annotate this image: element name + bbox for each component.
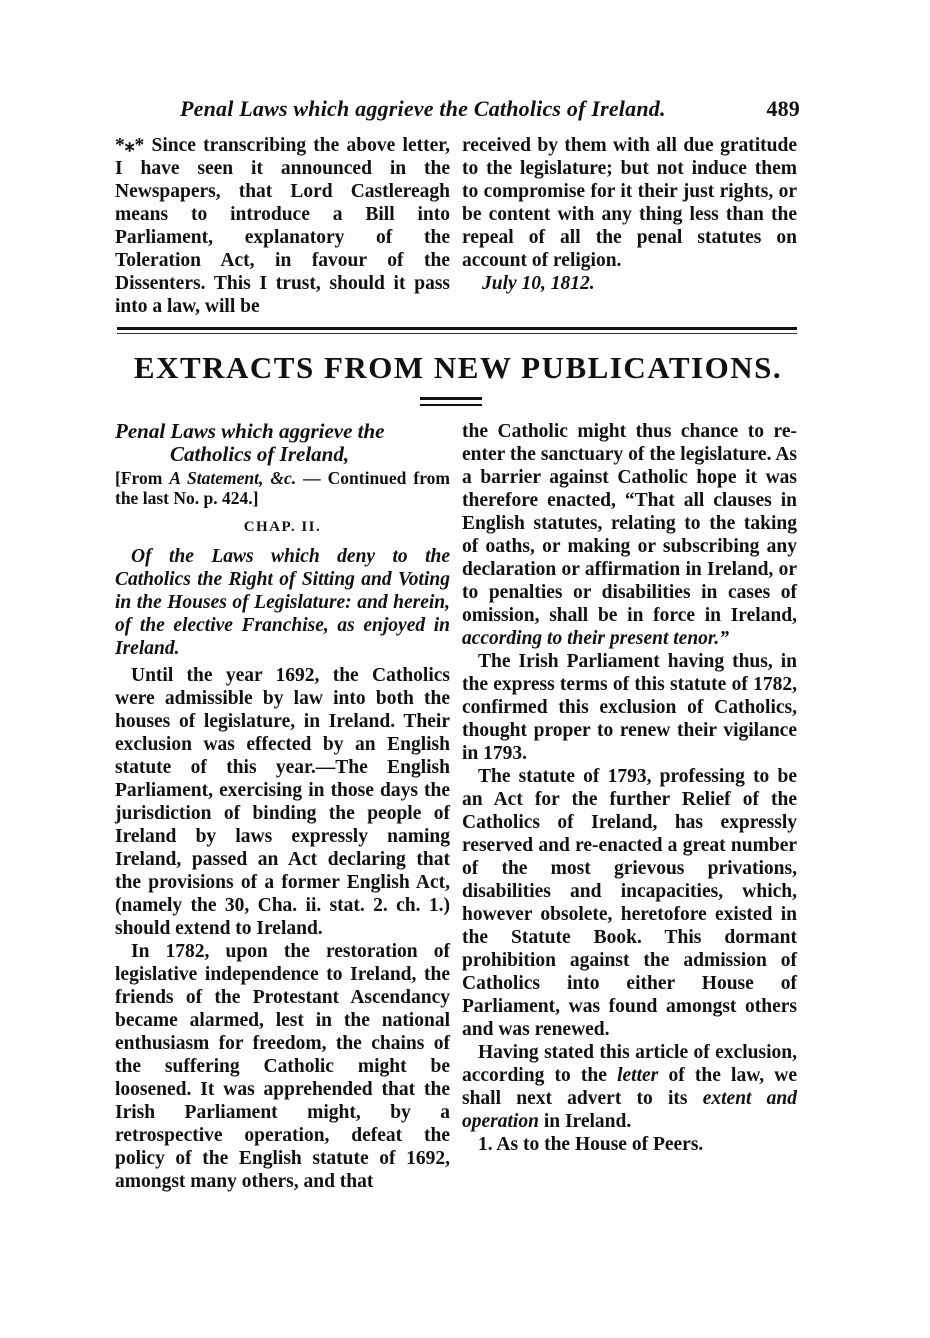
source-prefix: [From [115,468,163,488]
article-left-column [115,420,450,1193]
subsection-heading: 1. As to the House of Peers. [478,1134,704,1155]
top-right-column [462,134,797,295]
paragraph [462,1041,797,1133]
paragraph-italic: letter [617,1065,659,1086]
source-suffix: — Continued from the last No. p. 424.] [115,468,451,508]
page-number: 489 [766,96,800,121]
running-title: Penal Laws which aggrieve the Catholics of Ireland. [180,96,666,121]
paragraph-text: the Catholic might thus chance to re-enter the sanctuary of the legislature. As a barrier against Catholic hope it was therefore enacted, “That all clauses in English statutes, relating to the taking of oaths, or making or subscribing any declaration or affirmation in Ireland, or to penalties or disabilities in cases of omission, shall be in force in Ireland, [462,421,797,626]
section-title: EXTRACTS FROM NEW PUBLICATIONS. [133,350,783,385]
chapter-heading: CHAP. II. [243,519,322,535]
title-ornament-rule-2 [420,404,482,406]
section-rule-thin [117,333,797,334]
postscript-text: *⁎* Since transcribing the above letter, I have seen it announced in the Newspapers, that Lord Castlereagh means to introduce a Bill into Parliament, explanatory of the Toleration Act, in favour of the Dissenters. This I trust, should it pass into a law, will be [115,135,450,317]
paragraph-italic: extent and operation [462,1088,798,1132]
article-title-line2: Catholics of Ireland, [170,442,350,466]
paragraph-text: in Ireland. [543,1111,632,1132]
article-right-column [462,420,797,1156]
running-header [180,96,800,126]
chapter-description: Of the Laws which deny to the Catholics the Right of Sitting and Voting in the Houses of Legislature: and herein, of the elective Franchise, as enjoyed in Ireland. [115,546,450,659]
source-work: A Statement, &c. [169,468,297,488]
paragraph [462,420,797,650]
paragraph: In 1782, upon the restoration of legislative independence to Ireland, the friends of the Protestant Ascendancy became alarmed, lest in the national enthusiasm for freedom, the chains of the suffering Catholic might be loosened. It was apprehended that the Irish Parliament might, by a retrospective operation, defeat the policy of the English statute of 1692, amongst many others, and that [115,941,450,1192]
paragraph-text: Having stated this article of exclusion, according to the [462,1042,797,1086]
paragraph: Until the year 1692, the Catholics were admissible by law into both the houses of legislature, in Ireland. Their exclusion was effected by an English statute of this year.—The English Parliament, exercising in those days the jurisdiction of binding the people of Ireland by laws expressly naming Ireland, passed an Act declaring that the provisions of a former English Act, (namely the 30, Cha. ii. stat. 2. ch. 1.) should extend to Ireland. [115,665,450,939]
article-title-line1: Penal Laws which aggrieve the [115,419,385,443]
section-rule-top [117,327,797,330]
paragraph: The statute of 1793, professing to be an Act for the further Relief of the Catholics of Ireland, has expressly reserved and re-enacted a great number of the most grievous privations, disabilities and incapacities, which, however obsolete, heretofore existed in the Statute Book. This dormant prohibition against the admission of Catholics into either House of Parliament, was found amongst others and was renewed. [462,766,797,1040]
postscript-continuation: received by them with all due gratitude to the legislature; but not induce them to compromise for it their just rights, or be content with any thing less than the repeal of all the penal statutes on account of religion. [462,135,797,271]
paragraph: The Irish Parliament having thus, in the express terms of this statute of 1782, confirmed this exclusion of Catholics, thought proper to renew their vigilance in 1793. [462,651,797,764]
letter-date: July 10, 1812. [482,273,595,294]
paragraph-italic: according to their present tenor.” [462,628,730,649]
title-ornament-rule [420,397,482,400]
top-left-column [115,134,450,318]
paragraph-text: of the law, we shall next advert to its [462,1065,798,1109]
article-source [115,468,450,508]
